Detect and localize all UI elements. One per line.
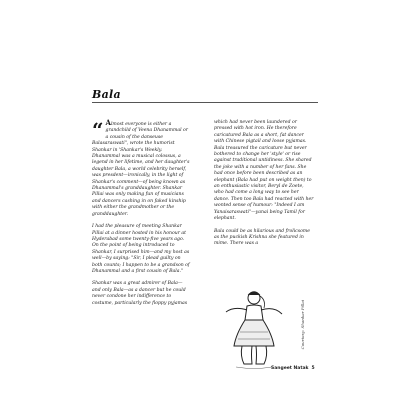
- dancer-caricature-illustration: [214, 284, 292, 370]
- drop-cap: A: [105, 118, 111, 127]
- drop-quote: “: [92, 118, 104, 142]
- illustration-courtesy-caption: Courtesy: Shankar Pillai: [300, 300, 305, 350]
- article-paragraph-3: Shankar was a great admirer of Bala—and only Bala—as a dancer but he could never condone her indifference to costume, particularly the floppy pyjamas: [92, 281, 188, 306]
- journal-name: Sangeet Natak: [271, 366, 309, 371]
- page-title: Bala: [92, 88, 121, 101]
- title-rule: [92, 102, 318, 103]
- paragraph-text: lmost everyone is either a grandchild of Veena Dhanammal or a cousin of the danseuse Balasaraswati", wrote the humorist Shankar in 'Shankar's Weekly. Dhanammal was a musical colossus, a legend in her lifetime, and her daughter's daughter Bala, a world celebrity herself, was presdent—ironically, in the light of Shankar's comment—of being known as Dhanammal's granddaughter. Shankar Pillai was only making fun of musicians and dancers cashing in on faked kinship with either the grandmother or the granddaughter.: [92, 122, 190, 217]
- page-footer: [268, 366, 315, 371]
- article-left-column: [92, 120, 190, 313]
- article-paragraph-4: which had never been laundered or pressed with hot iron. He therefore caricatured Bala as a short, fat dancer with Chinese pigtail and loose pyjamas. Bala treasured the caricature but never bothered to change her 'style' or rise against traditional untidiness. She shared the joke with a number of her fans. She had once before been described as an elephant (Bala had put on weight then) to an enthusiastic visitor, Beryl de Zoete, who had come a long way to see her dance. Then too Bala had reacted with her wonted sense of humour: "Indeed I am Yanaisaraswati"—yanai being Tamil for elephant.: [214, 120, 314, 222]
- page-number: 5: [311, 366, 315, 371]
- article-paragraph-5: Bala could be as hilarious and frolicsome as the puckish Krishna she featured in mime. There was a: [214, 228, 310, 247]
- article-right-column: [214, 120, 314, 254]
- article-paragraph-2: I had the pleasure of meeting Shankar Pillai at a dinner hosted in his honour at Hyderabad some twenty-five years ago. On the point of being introduced to Shankar, I surprised him—and my host as well—by saying: "Sir, I plead guilty on both counts; I happen to be a grandson of Dhanammal and a first cousin of Bala.": [92, 224, 190, 274]
- article-paragraph-1: [92, 120, 190, 218]
